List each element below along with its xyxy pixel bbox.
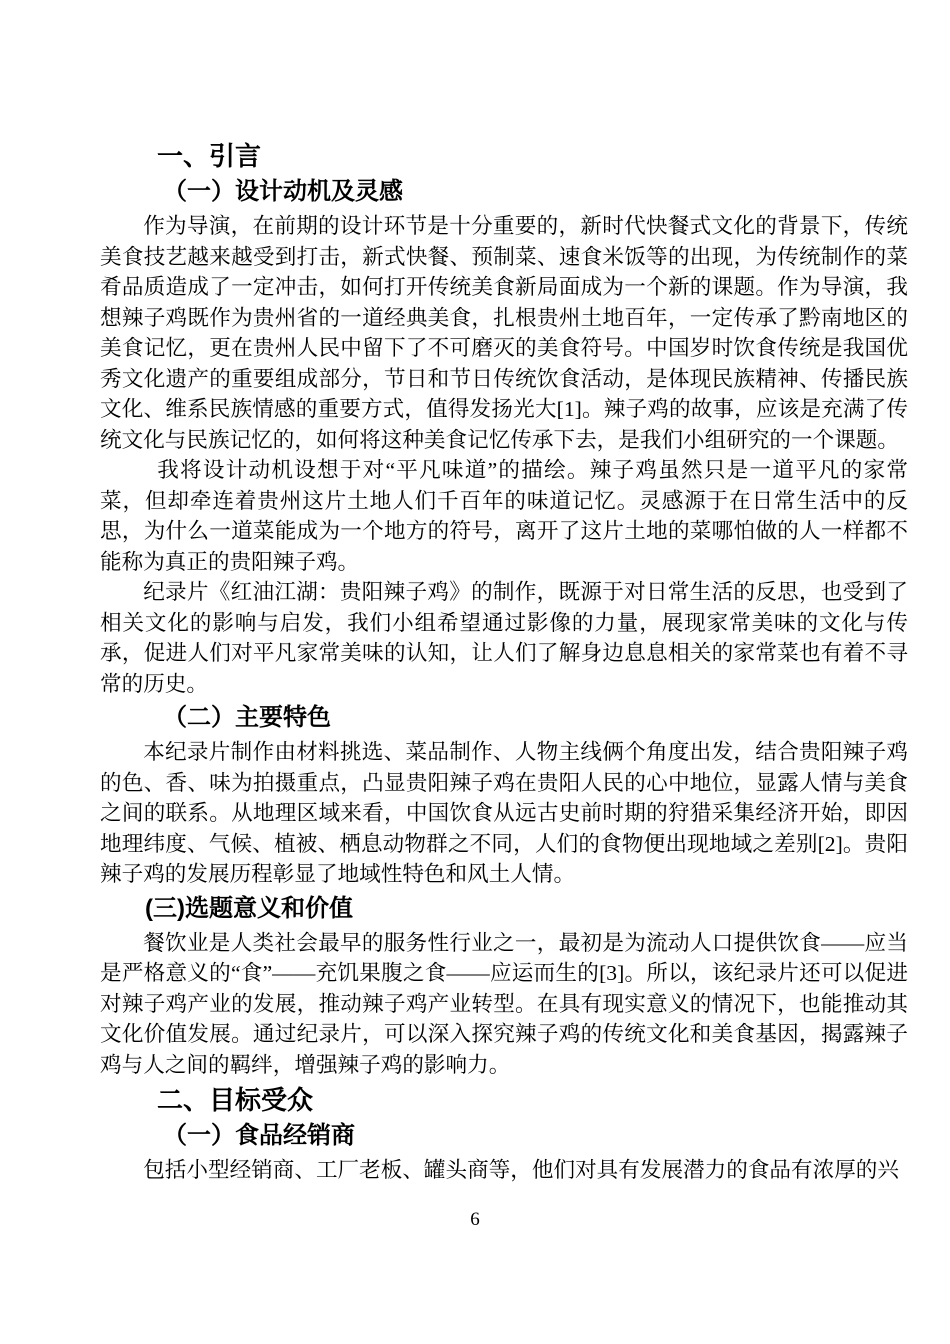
heading-main-features: （二）主要特色 [163, 704, 331, 731]
heading-topic-significance: (三)选题意义和价值 [145, 894, 353, 922]
page-number: 6 [470, 1209, 480, 1230]
heading-introduction: 一、引言 [157, 141, 262, 171]
heading-food-distributors: （一）食品经销商 [163, 1122, 355, 1149]
heading-target-audience: 二、目标受众 [157, 1085, 314, 1115]
paragraph-design-motivation-3: 纪录片《红油江湖：贵阳辣子鸡》的制作，既源于对日常生活的反思，也受到了相关文化的影响与启发，我们小组希望通过影像的力量，展现家常美味的文化与传承，促进人们对平凡家常美味的认知，让人们了解身边息息相关的家常菜也有着不寻常的历史。 [100, 580, 908, 696]
paragraph-food-distributors: 包括小型经销商、工厂老板、罐头商等，他们对具有发展潜力的食品有浓厚的兴 [143, 1158, 899, 1182]
heading-design-motivation: （一）设计动机及灵感 [163, 178, 403, 205]
document-body [100, 136, 908, 1186]
paragraph-topic-significance: 餐饮业是人类社会最早的服务性行业之一，最初是为流动人口提供饮食——应当是严格意义的“食”——充饥果腹之食——应运而生的[3]。所以，该纪录片还可以促进对辣子鸡产业的发展，推动辣子鸡产业转型。在具有现实意义的情况下，也能推动其文化价值发展。通过纪录片，可以深入探究辣子鸡的传统文化和美食基因，揭露辣子鸡与人之间的羁绊，增强辣子鸡的影响力。 [100, 930, 908, 1077]
paragraph-design-motivation-2: 我将设计动机设想于对“平凡味道”的描绘。辣子鸡虽然只是一道平凡的家常菜，但却牵连着贵州这片土地人们千百年的味道记忆。灵感源于在日常生活中的反思，为什么一道菜能成为一个地方的符号，离开了这片土地的菜哪怕做的人一样都不能称为真正的贵阳辣子鸡。 [100, 458, 908, 574]
paragraph-main-features: 本纪录片制作由材料挑选、菜品制作、人物主线俩个角度出发，结合贵阳辣子鸡的色、香、味为拍摄重点，凸显贵阳辣子鸡在贵阳人民的心中地位，显露人情与美食之间的联系。从地理区域来看，中国饮食从远古史前时期的狩猎采集经济开始，即因地理纬度、气候、植被、栖息动物群之不同，人们的食物便出现地域之差别[2]。贵阳辣子鸡的发展历程彰显了地域性特色和风土人情。 [100, 740, 908, 886]
paragraph-design-motivation-1: 作为导演，在前期的设计环节是十分重要的，新时代快餐式文化的背景下，传统美食技艺越来越受到打击，新式快餐、预制菜、速食米饭等的出现，为传统制作的菜肴品质造成了一定冲击，如何打开传统美食新局面成为一个新的课题。作为导演，我想辣子鸡既作为贵州省的一道经典美食，扎根贵州土地百年，一定传承了黔南地区的美食记忆，更在贵州人民中留下了不可磨灭的美食符号。中国岁时饮食传统是我国优秀文化遗产的重要组成部分，节日和节日传统饮食活动，是体现民族精神、传播民族文化、维系民族情感的重要方式，值得发扬光大[1]。辣子鸡的故事，应该是充满了传统文化与民族记忆的，如何将这种美食记忆传承下去，是我们小组研究的一个课题。 [100, 214, 908, 452]
